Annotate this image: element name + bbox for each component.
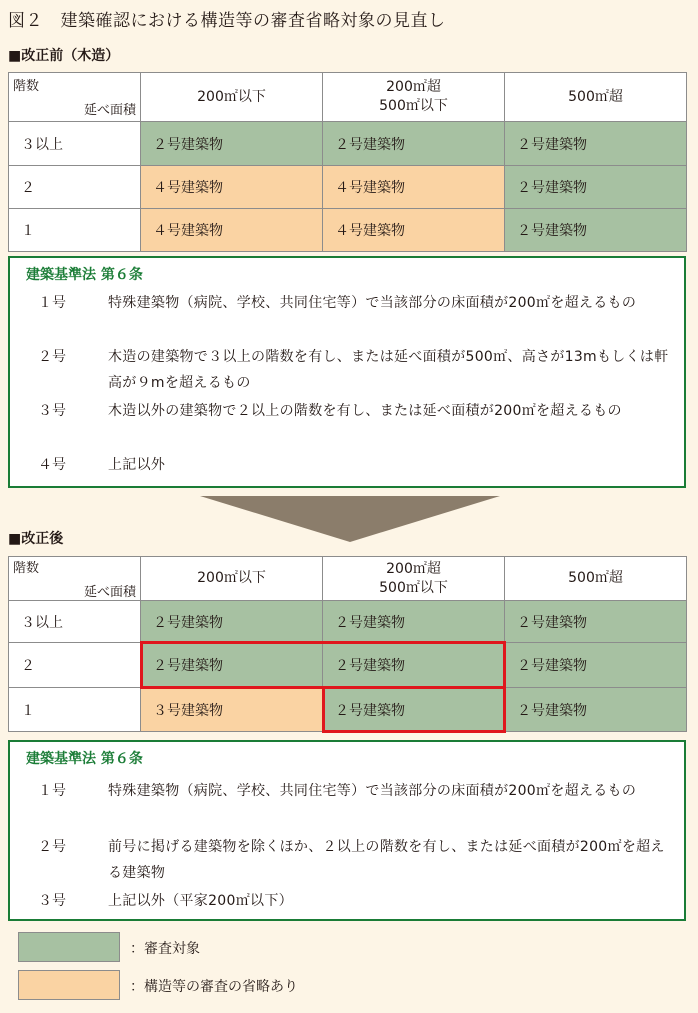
law-title: 建築基準法 第６条 [26,751,143,767]
law-item-text: 前号に掲げる建築物を除くほか、２以上の階数を有し、または延べ面積が200㎡を超える建築物 [108,839,665,881]
section-title-after: ■改正後 [8,531,64,547]
law-item-number: ２号 [38,839,66,855]
corner-label-area: 延べ面積 [83,584,136,600]
table-before [8,72,687,252]
change-highlight [322,686,506,733]
table-cell: ２号建築物 [323,688,505,732]
law-item-number: ３号 [38,403,66,419]
corner-label-area: 延べ面積 [83,103,136,118]
table-cell: ２号建築物 [505,643,687,688]
table-header-row [9,557,687,601]
row-label: ２ [9,166,141,209]
table-row [9,166,687,209]
legend-label-review: ：審査対象 [130,941,200,957]
table-cell: ２号建築物 [505,688,687,732]
table-row [9,122,687,166]
table-cell: ２号建築物 [141,643,323,688]
column-header: 200㎡超 500㎡以下 [323,73,505,122]
down-arrow-icon [200,496,500,542]
law-item-text: 特殊建築物（病院、学校、共同住宅等）で当該部分の床面積が200㎡を超えるもの [108,295,637,311]
row-label: １ [9,688,141,732]
column-header: 200㎡超 500㎡以下 [323,557,505,601]
table-cell: ４号建築物 [141,209,323,252]
law-item-text: 上記以外（平家200㎡以下） [108,893,293,909]
column-header: 200㎡以下 [141,73,323,122]
legend-swatch-omitted [18,970,120,1000]
row-label: ２ [9,643,141,688]
law-item-text: 木造以外の建築物で２以上の階数を有し、または延べ面積が200㎡を超えるもの [108,403,622,419]
corner-cell [9,73,141,122]
law-item-text: 上記以外 [108,457,166,473]
table-cell: ２号建築物 [505,166,687,209]
table-cell: ２号建築物 [141,601,323,643]
law-title: 建築基準法 第６条 [26,267,143,283]
table-cell: ４号建築物 [323,166,505,209]
row-label: ３以上 [9,122,141,166]
law-item-number: １号 [38,783,66,799]
table-row [9,601,687,643]
law-box-after [8,740,686,921]
table-cell: ４号建築物 [323,209,505,252]
row-label: １ [9,209,141,252]
law-box-before [8,256,686,488]
column-header: 500㎡超 [505,557,687,601]
figure-title: 図２ 建築確認における構造等の審査省略対象の見直し [8,11,446,31]
row-label: ３以上 [9,601,141,643]
change-highlight [140,641,506,689]
legend-label-omitted: ：構造等の審査の省略あり [130,979,298,995]
table-cell: ２号建築物 [505,601,687,643]
law-item-text: 木造の建築物で３以上の階数を有し、または延べ面積が500㎡、高さが13mもしくは軒高が９mを超えるもの [108,349,669,391]
table-row [9,209,687,252]
section-title-before: ■改正前（木造） [8,48,120,64]
table-cell: ２号建築物 [323,643,505,688]
table-cell: ２号建築物 [505,209,687,252]
corner-label-floors: 階数 [13,560,40,576]
table-header-row [9,73,687,122]
table-cell: ４号建築物 [141,166,323,209]
table-cell: ２号建築物 [141,122,323,166]
table-cell: ２号建築物 [323,601,505,643]
law-item-number: ２号 [38,349,66,365]
table-cell: ２号建築物 [323,122,505,166]
law-item-text: 特殊建築物（病院、学校、共同住宅等）で当該部分の床面積が200㎡を超えるもの [108,783,637,799]
corner-cell [9,557,141,601]
corner-label-floors: 階数 [13,79,40,94]
table-cell: ２号建築物 [505,122,687,166]
law-item-number: ４号 [38,457,66,473]
law-item-number: ３号 [38,893,66,909]
legend-swatch-review [18,932,120,962]
law-item-number: １号 [38,295,66,311]
table-cell: ３号建築物 [141,688,323,732]
column-header: 500㎡超 [505,73,687,122]
column-header: 200㎡以下 [141,557,323,601]
